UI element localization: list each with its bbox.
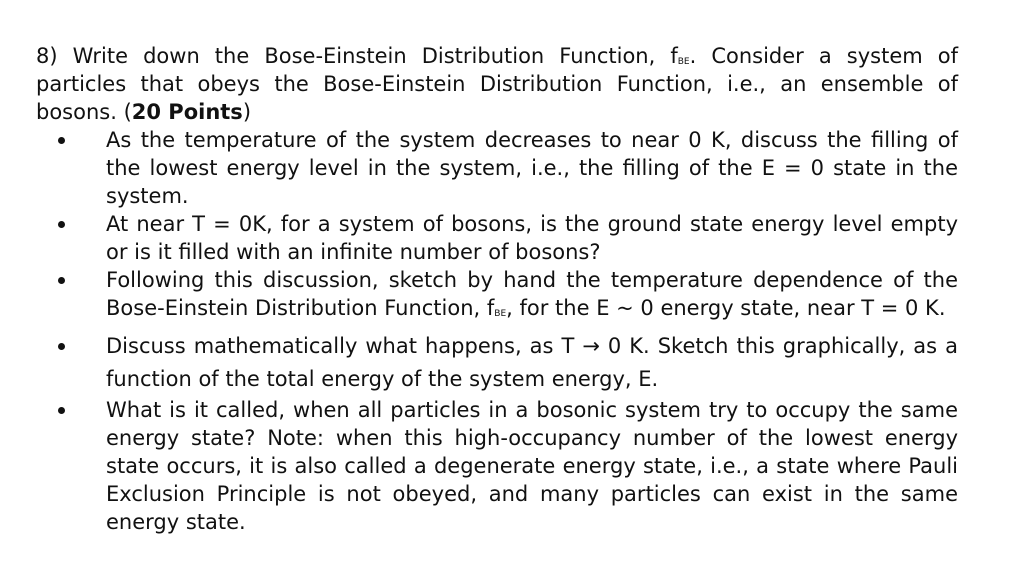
bullet-dot-icon	[58, 137, 65, 144]
points-label: 20 Points	[131, 100, 243, 124]
bullet-text-b: , for the E ~ 0 energy state, near T = 0 K.	[506, 296, 946, 320]
list-item	[36, 330, 958, 396]
bullet-text: As the temperature of the system decreases to near 0 K, discuss the filling of the lowest energy level in the system, i.e., the filling of the E = 0 state in the system.	[106, 128, 958, 208]
bullet-text: Discuss mathematically what happens, as T → 0 K. Sketch this graphically, as a function of the total energy of the system energy, E.	[106, 334, 958, 391]
bullet-text-a: Following this discussion, sketch by hand the temperature dependence of the Bose-Einstein Distribution Function, f	[106, 268, 958, 320]
bullet-text: At near T = 0K, for a system of bosons, is the ground state energy level empty or is it filled with an infinite number of bosons?	[106, 212, 958, 264]
list-item	[36, 266, 958, 322]
list-item	[36, 210, 958, 266]
question-intro	[36, 42, 958, 126]
bullet-dot-icon	[58, 221, 65, 228]
bullet-dot-icon	[58, 277, 65, 284]
list-item	[36, 126, 958, 210]
question-block	[36, 42, 958, 536]
bullet-list	[36, 126, 958, 536]
intro-text-b: . Consider a system of particles that obeys the Bose-Einstein Distribution Function, i.e., an ensemble of bosons. (	[36, 44, 958, 124]
intro-text-c: )	[242, 100, 252, 124]
bullet-text: What is it called, when all particles in a bosonic system try to occupy the same energy state? Note: when this high-occupancy number of the lowest energy state occurs, it is also called a degenerate energy state, i.e., a state where Pauli Exclusion Principle is not obeyed, and many particles can exist in the same energy state.	[106, 398, 958, 534]
list-item	[36, 396, 958, 536]
bullet-dot-icon	[58, 407, 65, 414]
intro-text-a: 8) Write down the Bose-Einstein Distribution Function, f	[36, 44, 678, 68]
fbe-subscript: BE	[677, 57, 690, 67]
fbe-subscript: BE	[494, 309, 507, 319]
bullet-dot-icon	[58, 343, 65, 350]
